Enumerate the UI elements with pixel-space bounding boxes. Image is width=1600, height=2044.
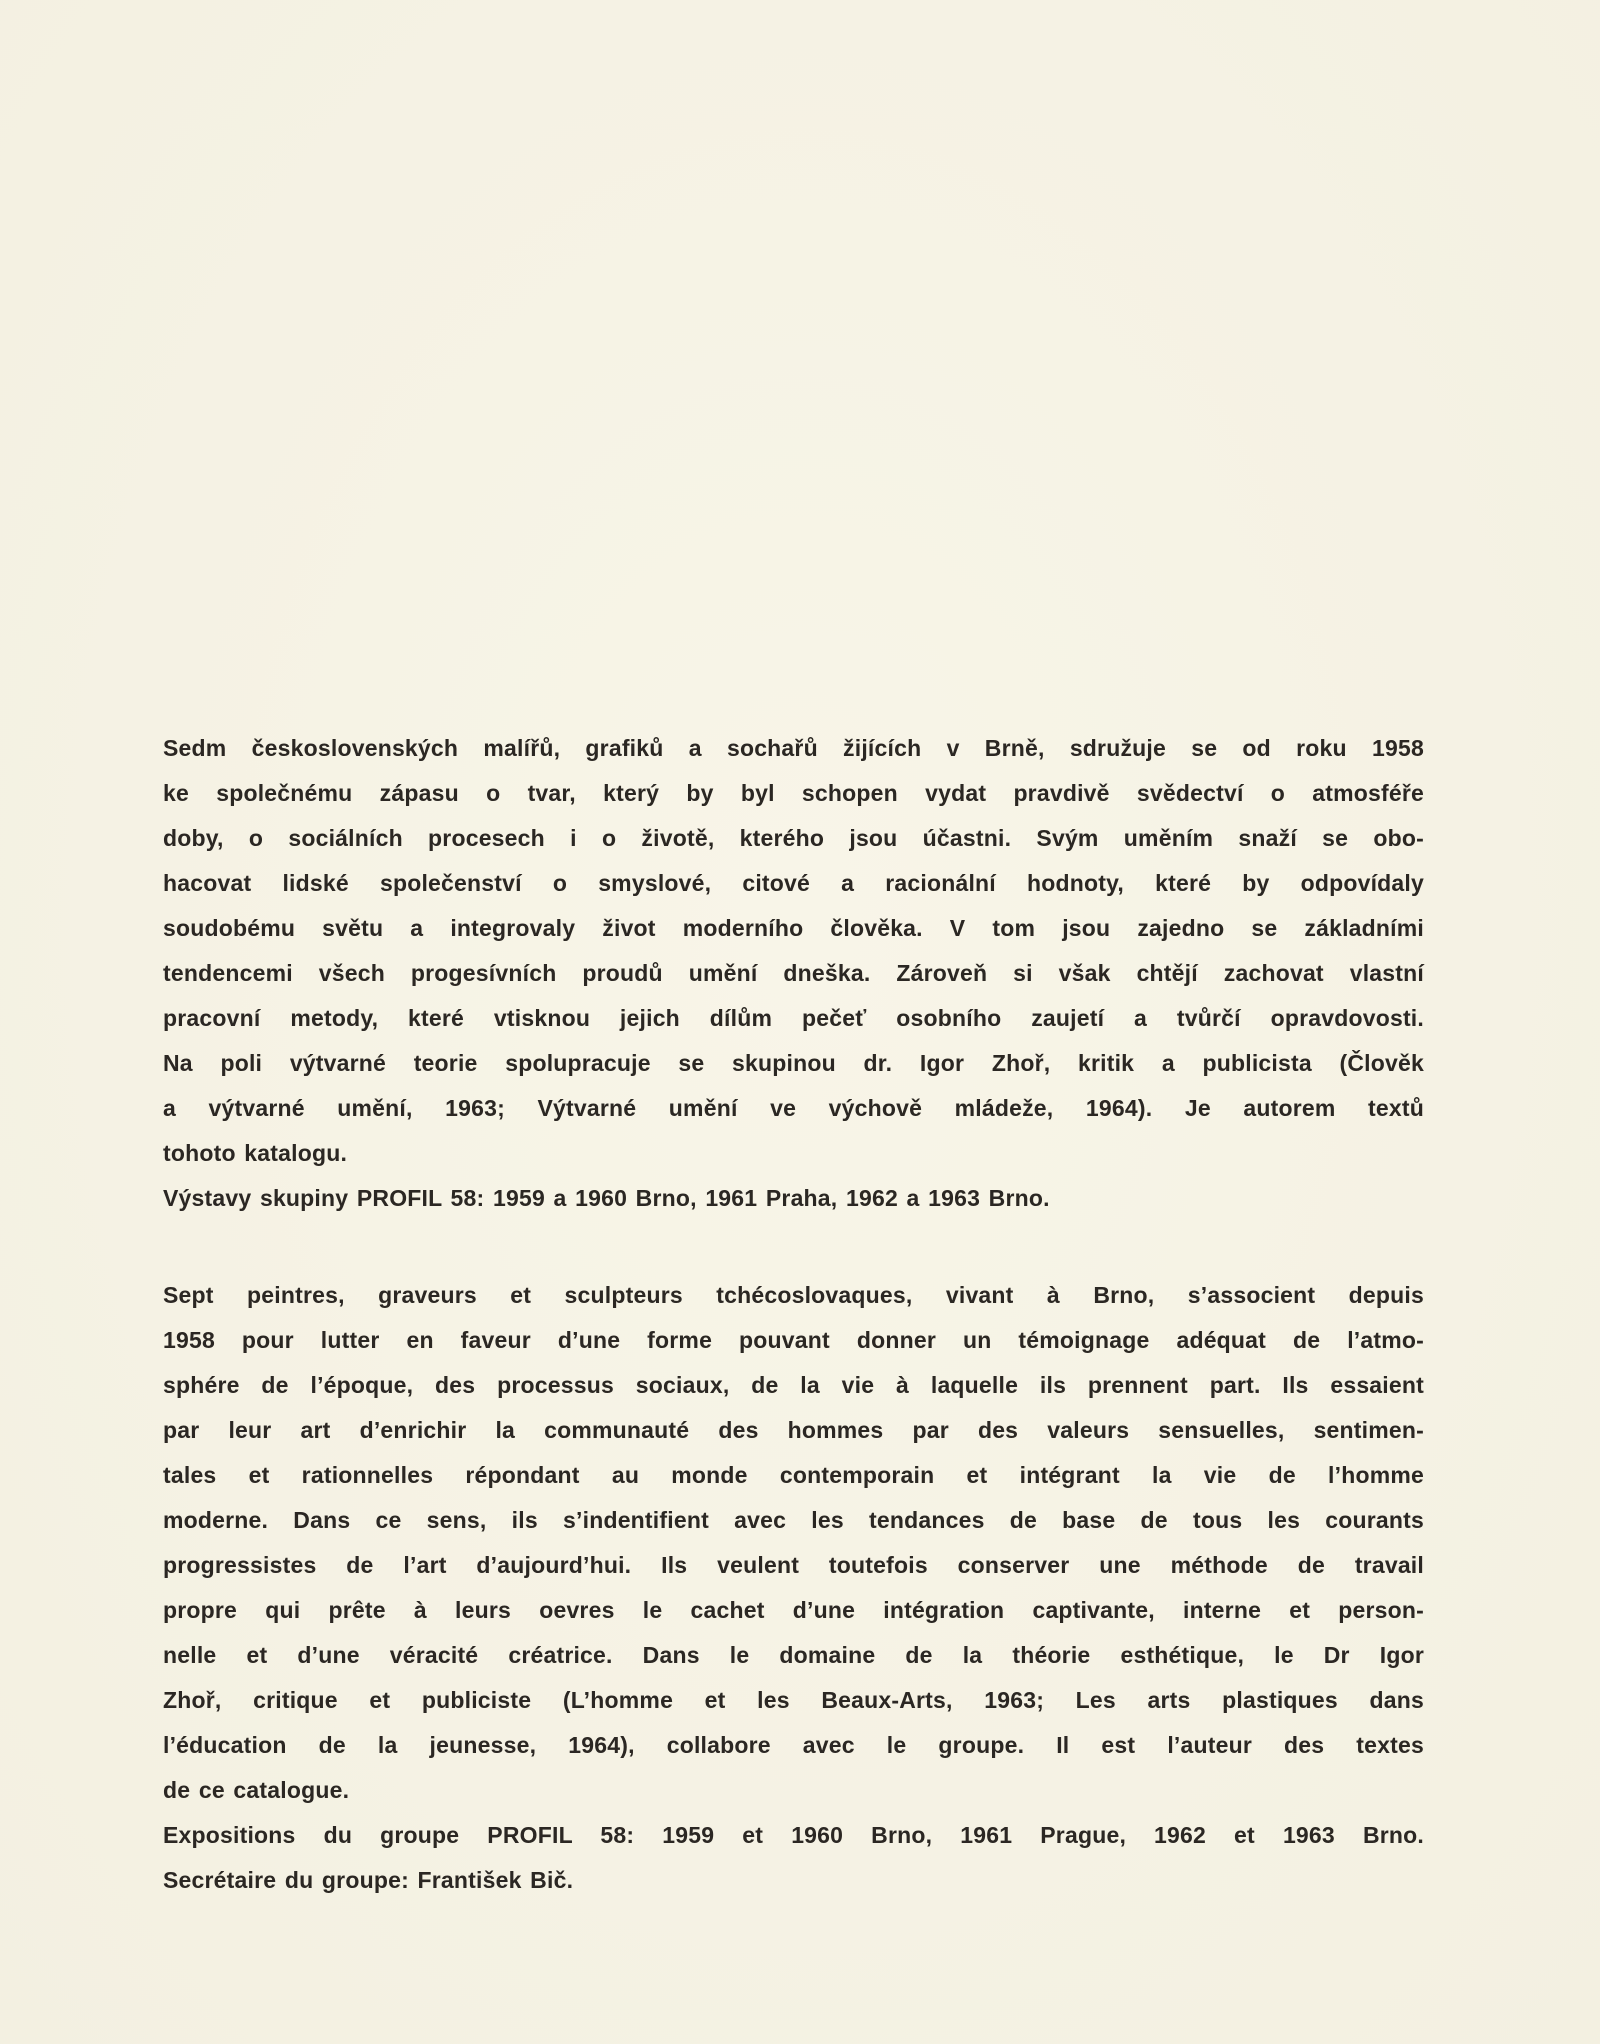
text-line: hacovat lidské společenství o smyslové, citové a racionální hodnoty, které by odpovídaly [163,870,1424,896]
text-line: ke společnému zápasu o tvar, který by byl schopen vydat pravdivě svědectví o atmosféře [163,780,1424,806]
text-line: Zhoř, critique et publiciste (L’homme et les Beaux-Arts, 1963; Les arts plastiques dans [163,1687,1424,1713]
french-paragraph [163,1273,1424,1903]
text-line: Secrétaire du groupe: František Bič. [163,1867,574,1893]
text-line: l’éducation de la jeunesse, 1964), collabore avec le groupe. Il est l’auteur des textes [163,1732,1424,1758]
text-line: Expositions du groupe PROFIL 58: 1959 et 1960 Brno, 1961 Prague, 1962 et 1963 Brno. [163,1822,1424,1848]
text-line: nelle et d’une véracité créatrice. Dans le domaine de la théorie esthétique, le Dr Igor [163,1642,1424,1668]
text-line: a výtvarné umění, 1963; Výtvarné umění ve výchově mládeže, 1964). Je autorem textů [163,1095,1424,1121]
text-line: soudobému světu a integrovaly život moderního člověka. V tom jsou zajedno se základními [163,915,1424,941]
text-line: tendencemi všech progesívních proudů umění dneška. Zároveň si však chtějí zachovat vlastní [163,960,1424,986]
text-line: doby, o sociálních procesech i o životě, kterého jsou účastni. Svým uměním snaží se obo- [163,825,1424,851]
text-line: Na poli výtvarné teorie spolupracuje se skupinou dr. Igor Zhoř, kritik a publicista (Člověk [163,1050,1424,1076]
text-line: de ce catalogue. [163,1777,350,1803]
text-line: Sedm československých malířů, grafiků a sochařů žijících v Brně, sdružuje se od roku 1958 [163,735,1424,761]
text-line: 1958 pour lutter en faveur d’une forme pouvant donner un témoignage adéquat de l’atmo- [163,1327,1424,1353]
text-line: Výstavy skupiny PROFIL 58: 1959 a 1960 Brno, 1961 Praha, 1962 a 1963 Brno. [163,1185,1050,1211]
text-line: progressistes de l’art d’aujourd’hui. Ils veulent toutefois conserver une méthode de travail [163,1552,1424,1578]
text-line: sphére de l’époque, des processus sociaux, de la vie à laquelle ils prennent part. Ils essaient [163,1372,1424,1398]
czech-paragraph [163,726,1424,1221]
text-line: pracovní metody, které vtisknou jejich dílům pečeť osobního zaujetí a tvůrčí opravdovosti. [163,1005,1424,1031]
text-line: propre qui prête à leurs oevres le cachet d’une intégration captivante, interne et person- [163,1597,1424,1623]
text-line: tohoto katalogu. [163,1140,348,1166]
text-line: tales et rationnelles répondant au monde contemporain et intégrant la vie de l’homme [163,1462,1424,1488]
text-line: Sept peintres, graveurs et sculpteurs tchécoslovaques, vivant à Brno, s’associent depuis [163,1282,1424,1308]
text-line: par leur art d’enrichir la communauté des hommes par des valeurs sensuelles, sentimen- [163,1417,1424,1443]
text-line: moderne. Dans ce sens, ils s’indentifient avec les tendances de base de tous les courants [163,1507,1424,1533]
